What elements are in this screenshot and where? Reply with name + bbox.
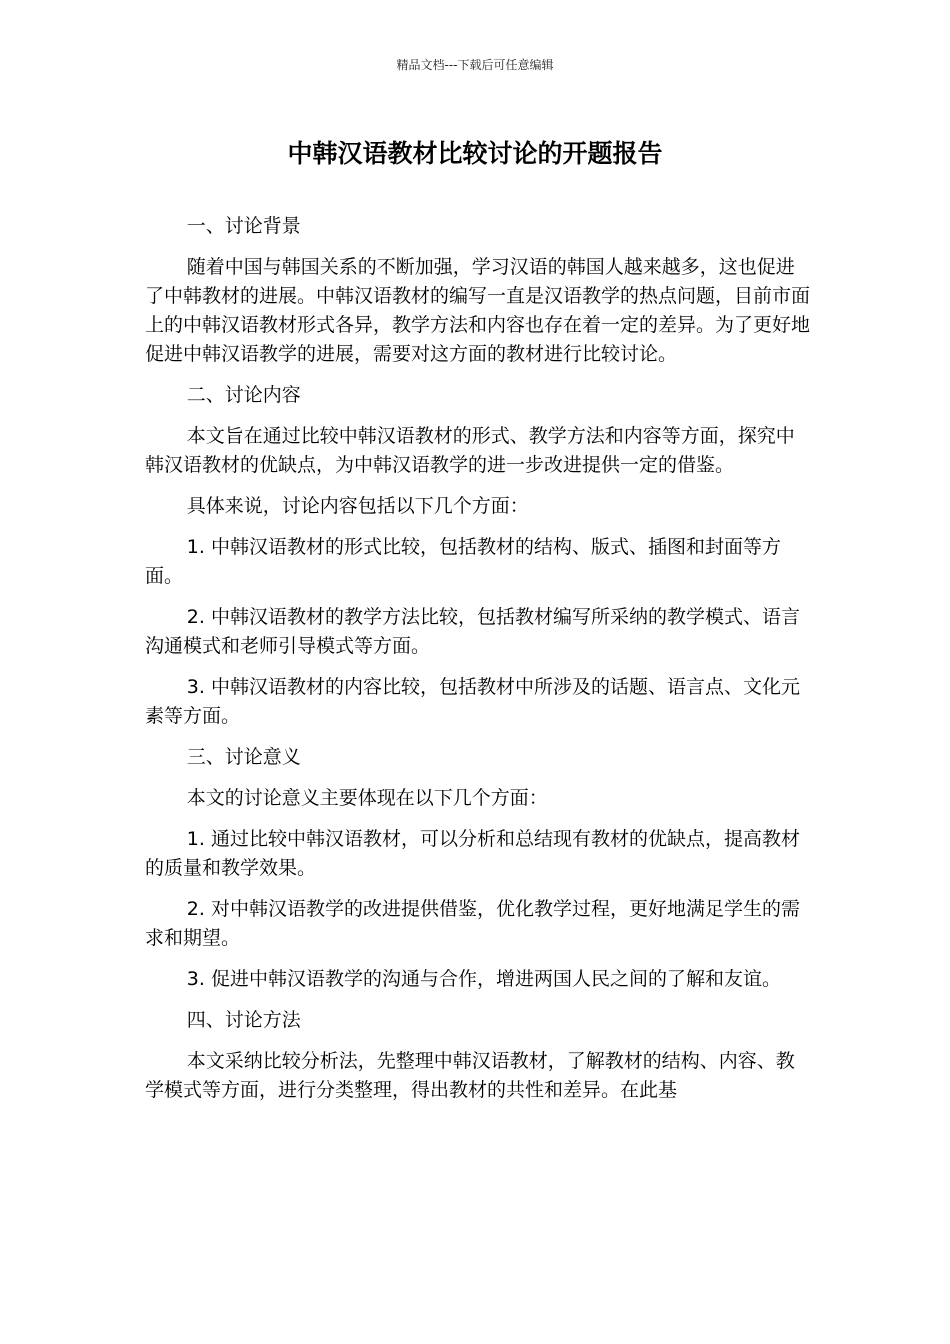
list-item-content-2: 2. 中韩汉语教材的教学方法比较，包括教材编写所采纳的教学模式、语言沟通模式和老师引导模式等方面。 xyxy=(145,606,800,657)
paragraph-method: 本文采纳比较分析法，先整理中韩汉语教材，了解教材的结构、内容、教学模式等方面，进行分类整理，得出教材的共性和差异。在此基 xyxy=(145,1050,795,1101)
section-heading-content: 二、讨论内容 xyxy=(186,384,301,406)
list-item-significance-2: 2. 对中韩汉语教学的改进提供借鉴，优化教学过程，更好地满足学生的需求和期望。 xyxy=(145,898,800,949)
list-item-significance-3: 3. 促进中韩汉语教学的沟通与合作，增进两国人民之间的了解和友谊。 xyxy=(186,968,781,990)
list-item-significance-1: 1. 通过比较中韩汉语教材，可以分析和总结现有教材的优缺点，提高教材的质量和教学效果。 xyxy=(145,828,800,879)
list-item-content-3: 3. 中韩汉语教材的内容比较，包括教材中所涉及的话题、语言点、文化元素等方面。 xyxy=(145,676,800,727)
paragraph-background: 随着中国与韩国关系的不断加强，学习汉语的韩国人越来越多，这也促进了中韩教材的进展。中韩汉语教材的编写一直是汉语教学的热点问题，目前市面上的中韩汉语教材形式各异，教学方法和内容也存在着一定的差异。为了更好地促进中韩汉语教学的进展，需要对这方面的教材进行比较讨论。 xyxy=(145,256,811,365)
paragraph-content-list-intro: 具体来说，讨论内容包括以下几个方面： xyxy=(186,495,529,517)
paragraph-significance-intro: 本文的讨论意义主要体现在以下几个方面： xyxy=(186,787,548,809)
list-item-content-1: 1. 中韩汉语教材的形式比较，包括教材的结构、版式、插图和封面等方面。 xyxy=(145,536,781,587)
section-heading-method: 四、讨论方法 xyxy=(186,1009,301,1031)
page-header: 精品文档---下载后可任意编辑 xyxy=(396,58,554,72)
paragraph-content-intro: 本文旨在通过比较中韩汉语教材的形式、教学方法和内容等方面，探究中韩汉语教材的优缺点，为中韩汉语教学的进一步改进提供一定的借鉴。 xyxy=(145,425,795,476)
document-title: 中韩汉语教材比较讨论的开题报告 xyxy=(287,139,663,168)
section-heading-background: 一、讨论背景 xyxy=(186,215,301,237)
section-heading-significance: 三、讨论意义 xyxy=(186,746,301,768)
document-body xyxy=(145,212,810,1117)
